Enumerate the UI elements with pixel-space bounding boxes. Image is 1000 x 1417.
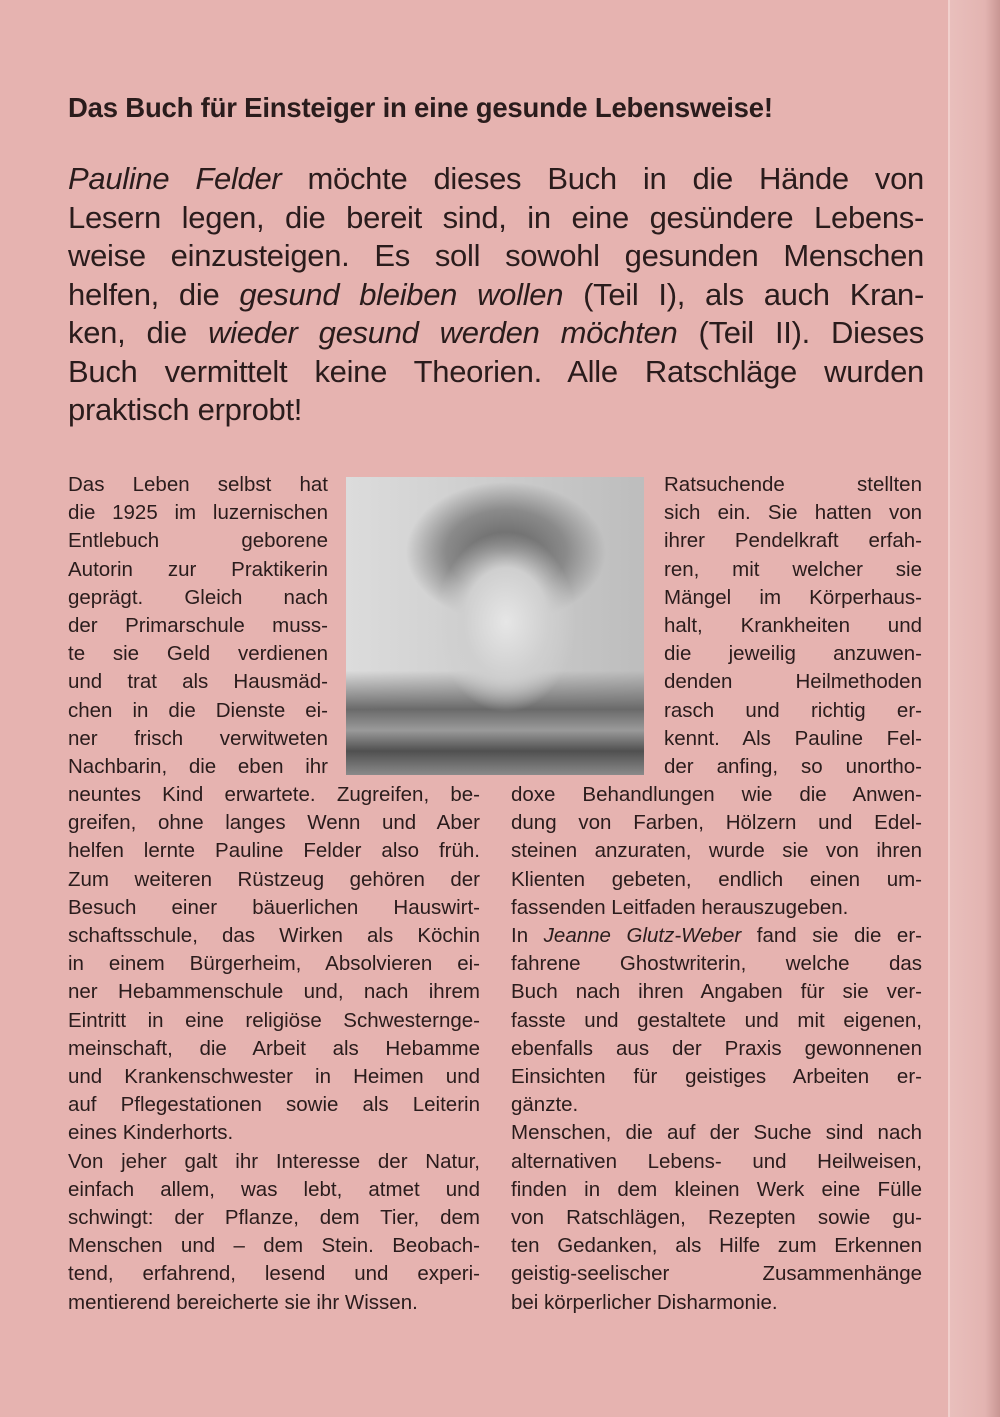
text-line: schwingt: der Pflanze, dem Tier, dem: [68, 1206, 480, 1230]
text-line: kennt. Als Pauline Fel-: [664, 726, 922, 750]
text-line: geistig-seelischer Zusammenhänge: [511, 1262, 922, 1286]
text-line: die jeweilig anzuwen-: [664, 642, 922, 666]
text-line: Nachbarin, die eben ihr: [68, 755, 328, 779]
text-line: geprägt. Gleich nach: [68, 585, 328, 609]
text-line: einfach allem, was lebt, atmet und: [68, 1177, 480, 1201]
text-line: Entlebuch geborene: [68, 529, 328, 553]
text-line: Buch nach ihren Angaben für sie ver-: [511, 980, 922, 1004]
left-column-wide-text: [68, 781, 480, 1317]
text-line: sich ein. Sie hatten von: [664, 501, 922, 525]
text-line: fahrene Ghostwriterin, welche das: [511, 952, 922, 976]
text-line: dung von Farben, Hölzern und Edel-: [511, 811, 922, 835]
text-line: gänzte.: [511, 1093, 579, 1117]
text-line: ner frisch verwitweten: [68, 726, 328, 750]
text-line: In Jeanne Glutz-Weber fand sie die er-: [511, 924, 922, 948]
text-line: und Krankenschwester in Heimen und: [68, 1065, 480, 1089]
text-line: ren, mit welcher sie: [664, 557, 922, 581]
author-photo: [346, 477, 644, 775]
text-line: Von jeher galt ihr Interesse der Natur,: [68, 1149, 480, 1173]
text-line: ihrer Pendelkraft erfah-: [664, 529, 922, 553]
text-line: eines Kinderhorts.: [68, 1121, 234, 1145]
text-line: Ratsuchende stellten: [664, 473, 922, 496]
text-line: Pauline Felder möchte dieses Buch in die Hände von: [68, 161, 924, 196]
right-column-narrow-text: [664, 471, 922, 781]
text-line: Das Leben selbst hat: [68, 473, 328, 496]
text-line: Mängel im Körperhaus-: [664, 585, 922, 609]
text-line: der Primarschule muss-: [68, 614, 328, 638]
book-spine: [950, 0, 1000, 1417]
text-line: ten Gedanken, als Hilfe zum Erkennen: [511, 1234, 922, 1258]
text-line: ken, die wieder gesund werden möchten (Teil II). Dieses: [68, 315, 924, 350]
text-line: weise einzusteigen. Es soll sowohl gesunden Menschen: [68, 238, 924, 273]
text-line: Klienten gebeten, endlich einen um-: [511, 867, 922, 891]
text-line: Lesern legen, die bereit sind, in eine gesündere Lebens-: [68, 199, 924, 235]
text-line: Menschen und – dem Stein. Beobach-: [68, 1234, 480, 1258]
text-line: finden in dem kleinen Werk eine Fülle: [511, 1177, 922, 1201]
text-line: steinen anzuraten, wurde sie von ihren: [511, 839, 922, 863]
text-line: ner Hebammenschule und, nach ihrem: [68, 980, 480, 1004]
text-line: Buch vermittelt keine Theorien. Alle Ratschläge wurden: [68, 353, 924, 389]
text-line: rasch und richtig er-: [664, 698, 922, 722]
text-line: auf Pflegestationen sowie als Leiterin: [68, 1093, 480, 1117]
right-column-wide-text: [511, 781, 922, 1317]
text-line: neuntes Kind erwartete. Zugreifen, be-: [68, 783, 480, 806]
text-line: in einem Bürgerheim, Absolvieren ei-: [68, 952, 480, 976]
text-line: meinschaft, die Arbeit als Hebamme: [68, 1036, 480, 1060]
headline: Das Buch für Einsteiger in eine gesunde Lebensweise!: [68, 92, 773, 123]
text-line: alternativen Lebens- und Heilweisen,: [511, 1149, 922, 1173]
text-line: mentierend bereicherte sie ihr Wissen.: [68, 1290, 418, 1314]
text-line: greifen, ohne langes Wenn und Aber: [68, 811, 480, 835]
text-line: bei körperlicher Disharmonie.: [511, 1290, 778, 1314]
text-line: tend, erfahrend, lesend und experi-: [68, 1262, 480, 1286]
text-line: denden Heilmethoden: [664, 670, 922, 694]
text-line: praktisch erprobt!: [68, 392, 303, 427]
text-line: der anfing, so unortho-: [664, 755, 922, 779]
text-line: schaftsschule, das Wirken als Köchin: [68, 924, 480, 948]
text-line: te sie Geld verdienen: [68, 642, 328, 666]
text-line: Besuch einer bäuerlichen Hauswirt-: [68, 895, 480, 919]
text-line: von Ratschlägen, Rezepten sowie gu-: [511, 1206, 922, 1230]
text-line: fassenden Leitfaden herauszugeben.: [511, 895, 849, 919]
text-line: halt, Krankheiten und: [664, 614, 922, 638]
text-line: chen in die Dienste ei-: [68, 698, 328, 722]
left-column-narrow-text: [68, 471, 328, 781]
text-line: Menschen, die auf der Suche sind nach: [511, 1121, 922, 1145]
text-line: und trat als Hausmäd-: [68, 670, 328, 694]
text-line: doxe Behandlungen wie die Anwen-: [511, 783, 922, 806]
text-line: die 1925 im luzernischen: [68, 501, 328, 525]
text-line: Einsichten für geistiges Arbeiten er-: [511, 1065, 922, 1089]
text-line: helfen, die gesund bleiben wollen (Teil I), als auch Kran-: [68, 276, 925, 312]
text-line: Zum weiteren Rüstzeug gehören der: [68, 867, 480, 891]
text-line: fasste und gestaltete und mit eigenen,: [511, 1008, 922, 1032]
text-line: ebenfalls aus der Praxis gewonnenen: [511, 1036, 922, 1060]
text-line: Autorin zur Praktikerin: [68, 557, 328, 581]
intro-paragraph: [68, 160, 924, 430]
text-line: Eintritt in eine religiöse Schwesternge-: [68, 1008, 480, 1032]
text-line: helfen lernte Pauline Felder also früh.: [68, 839, 480, 863]
